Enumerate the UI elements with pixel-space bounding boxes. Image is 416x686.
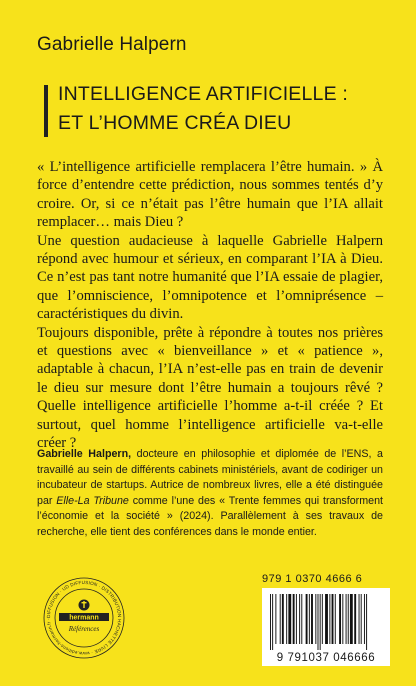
barcode-bar [272,594,273,650]
barcode-bar [288,594,291,644]
barcode-bar [335,594,336,644]
barcode-bar [346,594,347,644]
barcode-bar [366,594,367,650]
barcode-bar [299,594,300,644]
barcode-bar [286,594,287,644]
bio-text: docteure en philosophie et diplomée de l’ENS, a travaillé au sein de différents cabinets ministériels, avant de codiriger un incubateur de startups. Autrice de nombreux livres, elle a été distinguée par [37,448,383,507]
logo-collection: Références [68,625,100,633]
barcode-bar [354,594,356,644]
barcode-bar [318,594,319,650]
hermann-emblem-icon [79,600,90,611]
title-bar [44,85,48,137]
barcode-bar [311,594,313,644]
barcode-bars [268,594,384,650]
barcode-bar [280,594,281,644]
barcode-bar [325,594,328,644]
barcode-bar [329,594,330,644]
author-name: Gabrielle Halpern [37,34,187,55]
book-title [58,80,348,138]
logo-brand: hermann [69,614,99,622]
barcode-number: 9 791037 046666 [276,652,376,664]
barcode-bar [361,594,362,644]
bio-publication: Elle-La Tribune [56,494,129,507]
barcode-bar [348,594,349,644]
barcode-bar [350,594,353,644]
blurb-paragraph: Une question audacieuse à laquelle Gabrielle Halpern répond avec humour et sérieux, en comparant l’IA à Dieu. Ce n’est pas tant notre humanité que l’IA essaie de plagier, que l’omniscience, l’omnipotence et l’omniprésence – caractéristiques du divin. [37,232,383,323]
bio-text: comme l’une des « Trente femmes qui transforment l’économie et la société » (2024). Parallèlement à ses travaux de recherche, elle tient des conférences dans le monde entier. [37,494,383,538]
bio-name: Gabrielle Halpern, [37,448,132,460]
barcode-bar [270,594,271,650]
barcode-bar [301,594,302,644]
barcode-bar [282,594,284,644]
barcode-bar [293,594,295,644]
title-line-1: INTELLIGENCE ARTIFICIELLE : [58,83,349,105]
barcode-bar [339,594,341,644]
barcode-bar [306,594,308,644]
back-cover-blurb [37,158,383,453]
blurb-paragraph: « L’intelligence artificielle remplacera l’être humain. » À force d’entendre cette prédiction, nous sommes tentés d’y croire. Or, si ce n’était pas l’être humain que l’IA allait remplacer… mais Dieu ? [37,159,383,231]
barcode-bar [275,594,276,644]
barcode-bar [364,594,365,644]
blurb-paragraph: Toujours disponible, prête à répondre à toutes nos prières et questions avec « bienveillance » et « patience », adaptable à chacun, l’IA n’est-elle pas en train de devenir le dieu sur mesure dont l’être humain a toujours rêvé ? Quelle intelligence artificielle l’homme a-t-il créée ? Et surtout, quel homme l’intelligence artificielle va-t-elle créer ? [37,324,383,452]
barcode-bar [320,594,321,650]
barcode-bar [315,594,316,644]
title-line-2: ET L’HOMME CRÉA DIEU [58,112,292,134]
author-bio [37,447,383,540]
barcode-bar [332,594,334,644]
hermann-publisher-logo [40,574,128,662]
barcode [262,588,390,666]
barcode-bar [359,594,360,644]
barcode-bar [296,594,297,644]
logo-ring-text: DIFFUSION · UD DIFFUSION · DISTRIBUTION HACHETTE LIVRE · www.editions-hermann.fr · [45,579,123,657]
barcode-bar [322,594,323,644]
barcode-bar [309,594,310,644]
isbn-label: 979 1 0370 4666 6 [262,573,363,585]
barcode-bar [342,594,343,644]
